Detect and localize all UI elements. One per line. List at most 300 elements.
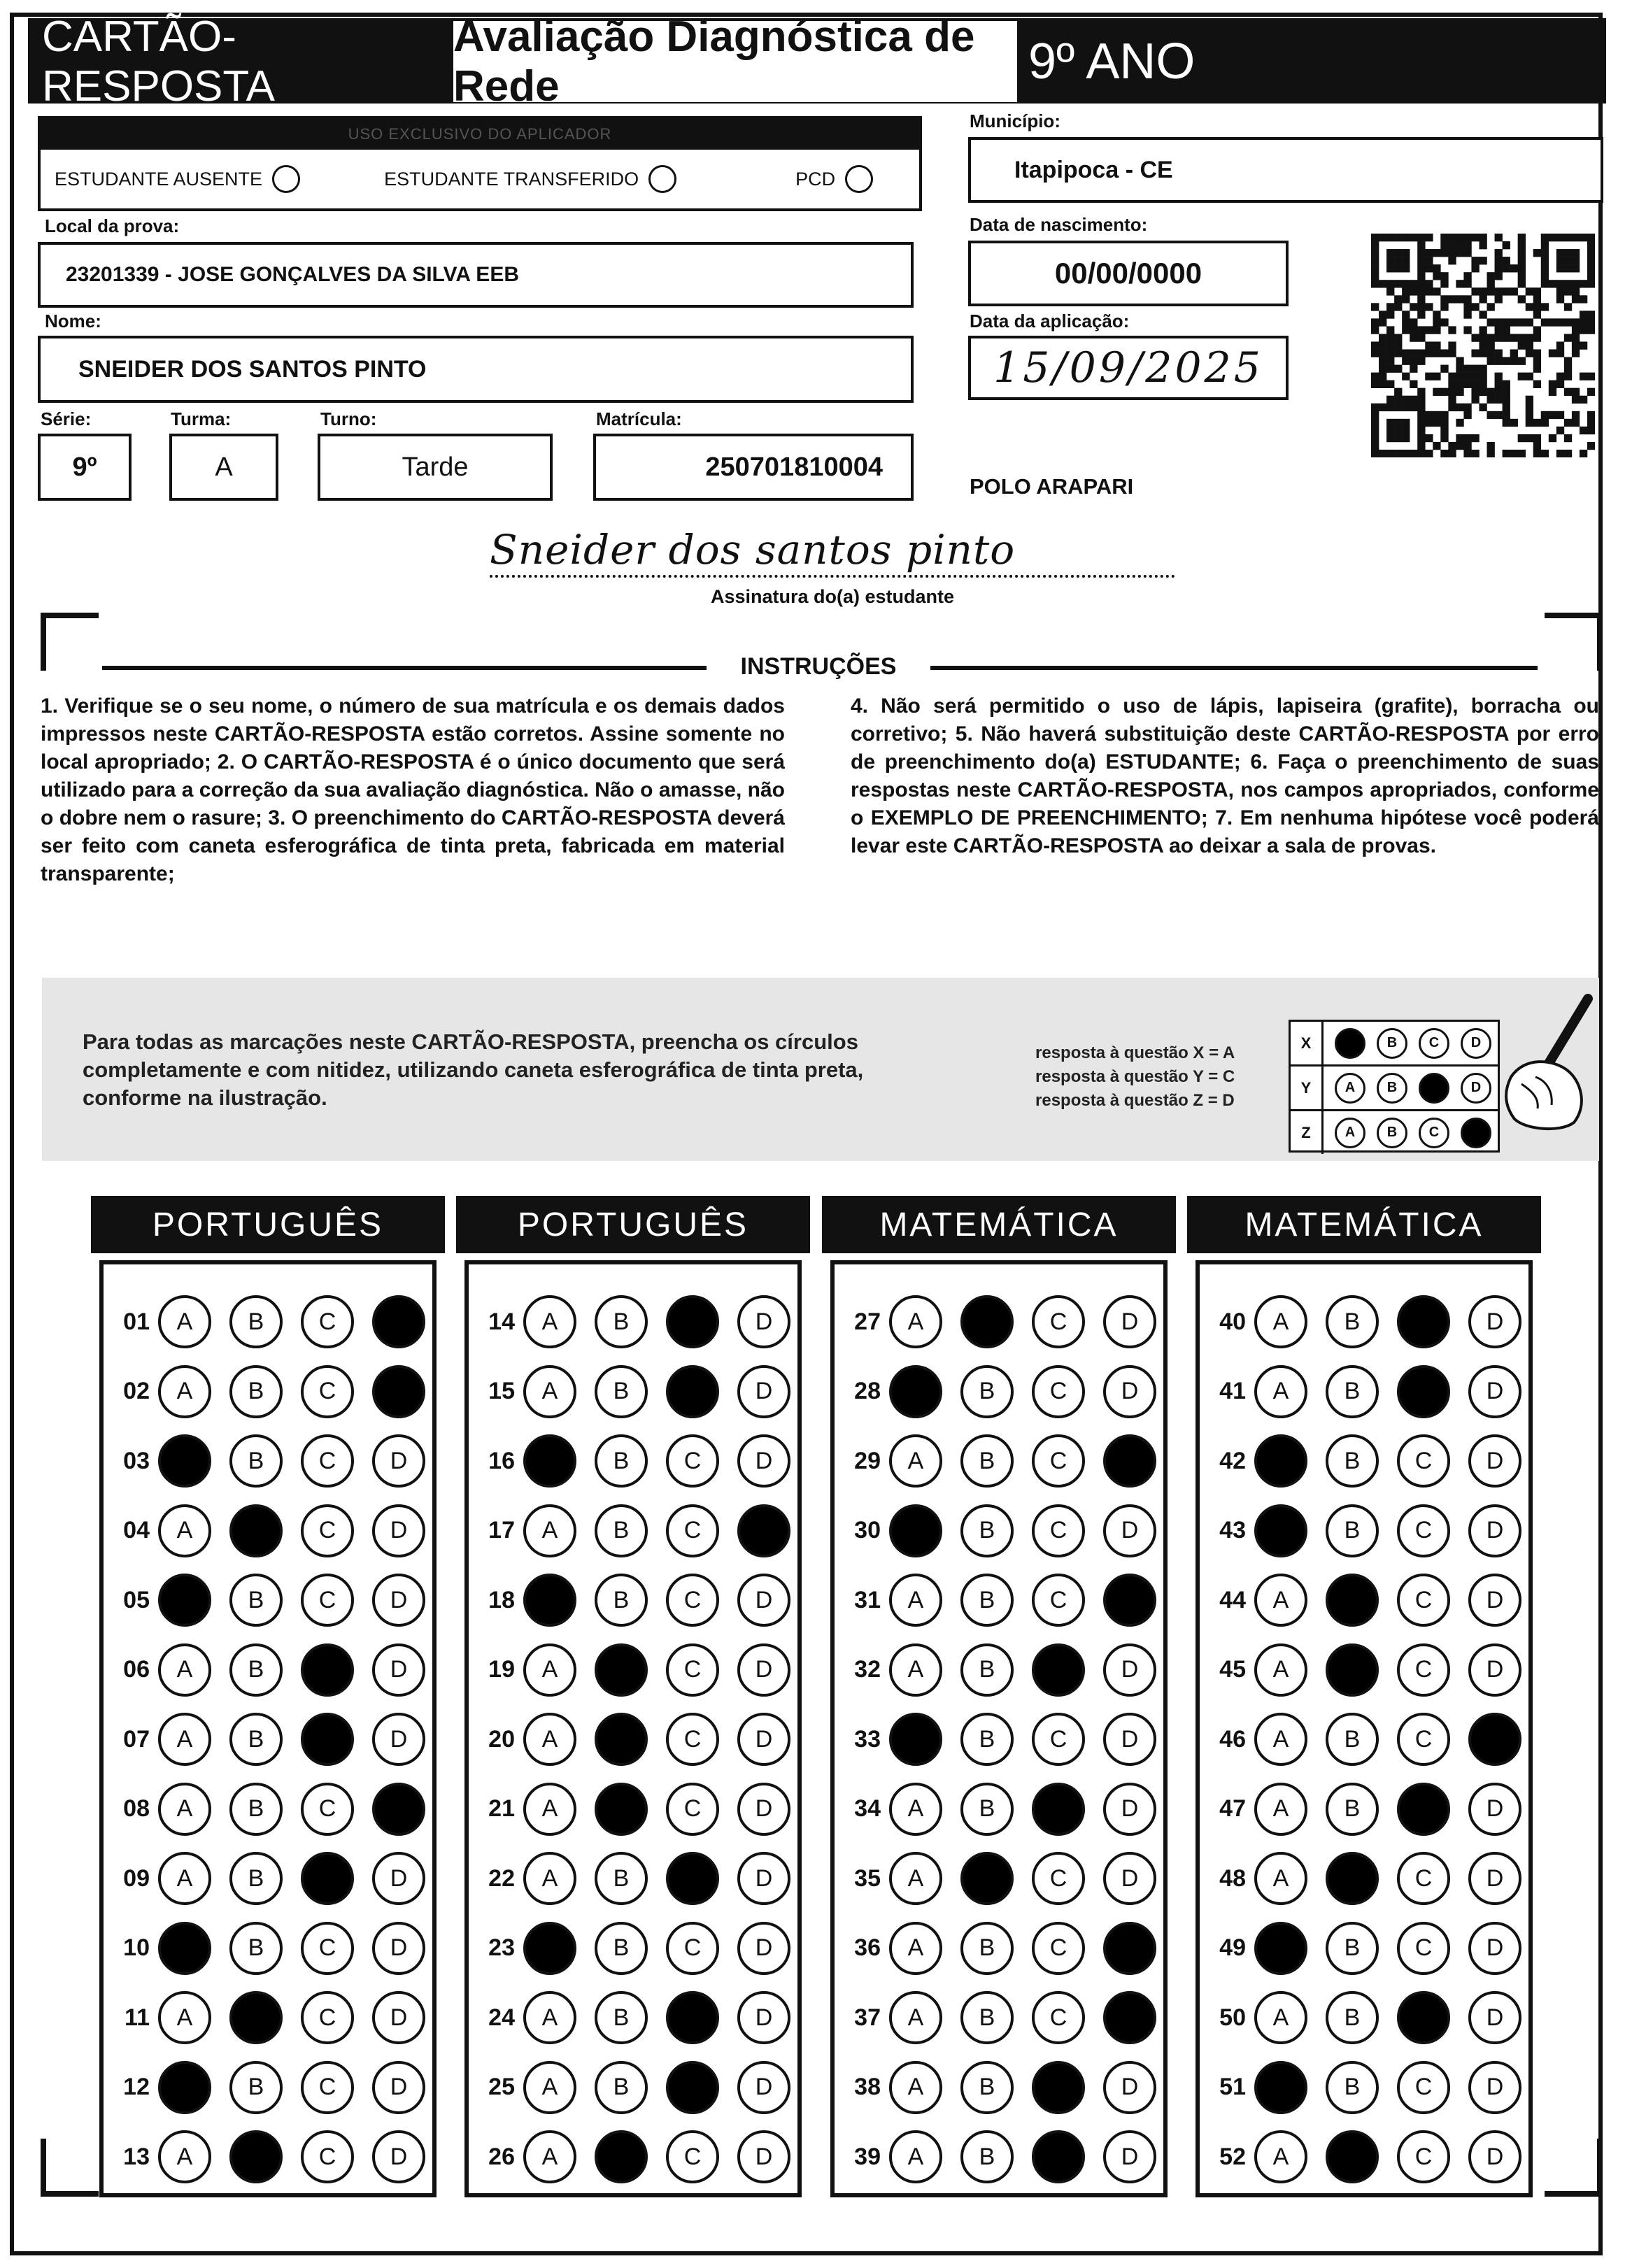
answer-bubble-b[interactable]: B	[595, 1434, 648, 1488]
answer-bubble-b[interactable]: B	[1326, 1922, 1379, 1975]
answer-bubble-d[interactable]: D	[1103, 1922, 1156, 1975]
answer-bubble-c[interactable]: C	[666, 1504, 719, 1557]
answer-bubble-a[interactable]: A	[523, 1365, 576, 1418]
answer-bubble-c[interactable]: C	[301, 2130, 354, 2183]
answer-bubble-c[interactable]: C	[666, 1852, 719, 1905]
answer-bubble-d[interactable]: D	[737, 2061, 790, 2114]
answer-bubble-a[interactable]: A	[889, 1574, 942, 1627]
question-row	[835, 1499, 1175, 1563]
answer-bubble-b[interactable]: B	[595, 1991, 648, 2044]
answer-bubble-a[interactable]: A	[523, 1295, 576, 1348]
answer-bubble-c[interactable]: C	[1397, 1295, 1450, 1348]
answer-bubble-c[interactable]: C	[1397, 2061, 1450, 2114]
answer-bubble-b[interactable]: B	[1326, 2061, 1379, 2114]
answer-bubble-d[interactable]: D	[737, 1434, 790, 1488]
turma-value: A	[215, 452, 233, 482]
answer-bubble-c[interactable]: C	[1397, 1713, 1450, 1766]
answer-bubble-b[interactable]: B	[960, 2061, 1014, 2114]
local-field	[38, 242, 914, 308]
answer-bubble-a[interactable]: A	[1254, 1434, 1307, 1488]
section-header: MATEMÁTICA	[1187, 1196, 1541, 1253]
answer-bubble-a[interactable]: A	[523, 1783, 576, 1836]
answer-bubble-c[interactable]: C	[666, 2061, 719, 2114]
answer-bubble-b[interactable]: B	[229, 1365, 283, 1418]
answer-bubble-c[interactable]: C	[1397, 1504, 1450, 1557]
answer-bubble-a[interactable]: A	[889, 1295, 942, 1348]
serie-field	[38, 434, 132, 501]
answer-bubble-a[interactable]: A	[1254, 2130, 1307, 2183]
section-answers	[830, 1260, 1168, 2197]
question-number: 09	[123, 1864, 150, 1892]
answer-bubble-a[interactable]: A	[158, 1922, 211, 1975]
answer-bubble-d[interactable]: D	[372, 1574, 425, 1627]
answer-bubble-a[interactable]: A	[889, 1713, 942, 1766]
answer-bubble-a[interactable]: A	[523, 2130, 576, 2183]
birthdate-label: Data de nascimento:	[970, 214, 1148, 235]
answer-bubble-b[interactable]: B	[960, 1991, 1014, 2044]
answer-bubble-b[interactable]: B	[960, 1295, 1014, 1348]
question-number: 26	[488, 2143, 515, 2170]
answer-bubble-c[interactable]: C	[1397, 1434, 1450, 1488]
answer-bubble-a[interactable]: A	[1254, 1713, 1307, 1766]
answer-bubble-a[interactable]: A	[1254, 1574, 1307, 1627]
answer-bubble-a[interactable]: A	[158, 1434, 211, 1488]
answer-bubble-b[interactable]: B	[960, 1504, 1014, 1557]
answer-bubble-a[interactable]: A	[523, 1991, 576, 2044]
answer-bubble-c[interactable]: C	[1032, 1922, 1085, 1975]
nome-label: Nome:	[45, 311, 101, 331]
answer-bubble-c[interactable]: C	[1032, 1365, 1085, 1418]
answer-bubble-d[interactable]: D	[1468, 1713, 1521, 1766]
answer-bubble-b[interactable]: B	[960, 1783, 1014, 1836]
answer-bubble-b[interactable]: B	[1326, 1365, 1379, 1418]
answer-bubble-c[interactable]: C	[666, 1783, 719, 1836]
answer-bubble-b[interactable]: B	[595, 2130, 648, 2183]
answer-bubble-d[interactable]: D	[372, 2061, 425, 2114]
section-header: PORTUGUÊS	[91, 1196, 445, 1253]
answer-bubble-c[interactable]: C	[301, 1504, 354, 1557]
answer-bubble-c[interactable]: C	[1032, 2130, 1085, 2183]
question-number: 44	[1219, 1586, 1246, 1613]
answer-bubble-b[interactable]: B	[1326, 1643, 1379, 1697]
answer-bubble-b[interactable]: B	[960, 1922, 1014, 1975]
answer-bubble-a[interactable]: A	[1254, 1991, 1307, 2044]
answer-bubble-d[interactable]: D	[372, 1852, 425, 1905]
answer-bubble-d[interactable]: D	[737, 1991, 790, 2044]
polo-label: POLO ARAPARI	[970, 474, 1134, 499]
answer-bubble-c[interactable]: C	[301, 1434, 354, 1488]
question-row	[469, 1290, 809, 1354]
question-row	[1200, 1290, 1540, 1354]
example-bubble-d: D	[1461, 1118, 1491, 1148]
question-row	[835, 1360, 1175, 1424]
question-number: 49	[1219, 1934, 1246, 1961]
answer-bubble-d[interactable]: D	[737, 2130, 790, 2183]
question-row	[469, 1985, 809, 2050]
answer-bubble-b[interactable]: B	[960, 1574, 1014, 1627]
answer-bubble-d[interactable]: D	[737, 1643, 790, 1697]
answer-bubble-a[interactable]: A	[158, 1713, 211, 1766]
answer-bubble-a[interactable]: A	[1254, 1504, 1307, 1557]
answer-bubble-c[interactable]: C	[1032, 1295, 1085, 1348]
answer-bubble-a[interactable]: A	[523, 1922, 576, 1975]
question-row	[1200, 1499, 1540, 1563]
answer-bubble-c[interactable]: C	[1032, 1574, 1085, 1627]
answer-bubble-b[interactable]: B	[595, 1574, 648, 1627]
answer-bubble-a[interactable]: A	[523, 1504, 576, 1557]
answer-bubble-b[interactable]: B	[1326, 2130, 1379, 2183]
corner-mark-bottom-right	[1545, 2139, 1603, 2197]
answer-bubble-a[interactable]: A	[889, 2061, 942, 2114]
question-number: 22	[488, 1864, 515, 1892]
answer-bubble-b[interactable]: B	[229, 1991, 283, 2044]
corner-mark-bottom-left	[41, 2139, 99, 2197]
answer-bubble-b[interactable]: B	[960, 1852, 1014, 1905]
answer-bubble-c[interactable]: C	[301, 1922, 354, 1975]
answer-bubble-d[interactable]: D	[737, 1365, 790, 1418]
answer-bubble-b[interactable]: B	[960, 1365, 1014, 1418]
answer-bubble-c[interactable]: C	[666, 1295, 719, 1348]
answer-bubble-d[interactable]: D	[1103, 1783, 1156, 1836]
answer-bubble-c[interactable]: C	[1397, 1991, 1450, 2044]
answer-bubble-d[interactable]: D	[372, 1991, 425, 2044]
answer-bubble-c[interactable]: C	[666, 2130, 719, 2183]
example-row-label: X	[1291, 1022, 1324, 1064]
answer-bubble-c[interactable]: C	[1397, 1574, 1450, 1627]
answer-bubble-a[interactable]: A	[158, 2061, 211, 2114]
card-title: CARTÃO-RESPOSTA	[42, 21, 434, 102]
answer-bubble-b[interactable]: B	[595, 1365, 648, 1418]
answer-bubble-a[interactable]: A	[523, 1434, 576, 1488]
question-row	[469, 1638, 809, 1702]
example-bubble-c: C	[1419, 1073, 1449, 1104]
answer-bubble-b[interactable]: B	[960, 2130, 1014, 2183]
answer-bubble-d[interactable]: D	[1468, 1365, 1521, 1418]
answer-bubble-b[interactable]: B	[595, 1783, 648, 1836]
absent-label: ESTUDANTE AUSENTE	[55, 168, 263, 190]
answer-bubble-a[interactable]: A	[889, 1643, 942, 1697]
answer-bubble-d[interactable]: D	[1468, 1574, 1521, 1627]
pcd-checkbox[interactable]	[845, 165, 873, 193]
question-row	[469, 1916, 809, 1981]
signature-value: Sneider dos santos pinto	[490, 526, 1016, 573]
question-number: 11	[125, 2004, 150, 2031]
answer-bubble-c[interactable]: C	[1032, 1783, 1085, 1836]
answer-bubble-b[interactable]: B	[229, 2130, 283, 2183]
answer-bubble-d[interactable]: D	[1468, 1991, 1521, 2044]
answer-bubble-a[interactable]: A	[158, 2130, 211, 2183]
answer-bubble-d[interactable]: D	[737, 1922, 790, 1975]
answer-bubble-c[interactable]: C	[301, 1852, 354, 1905]
answer-bubble-d[interactable]: D	[372, 2130, 425, 2183]
answer-bubble-a[interactable]: A	[523, 1643, 576, 1697]
answer-bubble-a[interactable]: A	[158, 1504, 211, 1557]
question-number: 03	[123, 1447, 150, 1474]
answer-bubble-c[interactable]: C	[1032, 1643, 1085, 1697]
question-number: 35	[854, 1864, 881, 1892]
example-bubble-a: A	[1335, 1073, 1365, 1104]
answer-bubble-b[interactable]: B	[229, 1852, 283, 1905]
answer-bubble-b[interactable]: B	[229, 1295, 283, 1348]
answer-bubble-c[interactable]: C	[301, 2061, 354, 2114]
answer-bubble-c[interactable]: C	[666, 1434, 719, 1488]
answer-bubble-d[interactable]: D	[1103, 1991, 1156, 2044]
answer-bubble-a[interactable]: A	[889, 1434, 942, 1488]
answer-bubble-c[interactable]: C	[666, 1922, 719, 1975]
answer-bubble-a[interactable]: A	[158, 1852, 211, 1905]
answer-bubble-a[interactable]: A	[158, 1574, 211, 1627]
grade-label: 9º ANO	[1028, 21, 1238, 102]
question-row	[1200, 1568, 1540, 1632]
answer-bubble-a[interactable]: A	[889, 1783, 942, 1836]
answer-bubble-a[interactable]: A	[889, 1365, 942, 1418]
question-number: 50	[1219, 2004, 1246, 2031]
answer-bubble-a[interactable]: A	[158, 1643, 211, 1697]
question-row	[835, 2125, 1175, 2189]
exam-title: Avaliação Diagnóstica de Rede	[453, 21, 1017, 102]
answer-bubble-c[interactable]: C	[666, 1713, 719, 1766]
question-row	[104, 1499, 444, 1563]
matricula-value: 250701810004	[705, 452, 883, 482]
example-bubble-b: B	[1377, 1073, 1407, 1104]
question-number: 38	[854, 2074, 881, 2100]
example-bubble-d: D	[1461, 1028, 1491, 1059]
answer-bubble-b[interactable]: B	[229, 1434, 283, 1488]
question-row	[104, 1568, 444, 1632]
answer-bubble-d[interactable]: D	[1468, 1295, 1521, 1348]
question-row	[104, 1777, 444, 1841]
answer-bubble-b[interactable]: B	[1326, 1504, 1379, 1557]
example-row	[1291, 1067, 1498, 1111]
turno-label: Turno:	[320, 408, 377, 429]
answer-bubble-d[interactable]: D	[737, 1574, 790, 1627]
answer-bubble-c[interactable]: C	[1397, 1365, 1450, 1418]
question-number: 40	[1219, 1308, 1246, 1335]
answer-bubble-a[interactable]: A	[1254, 2061, 1307, 2114]
answer-bubble-c[interactable]: C	[1032, 1434, 1085, 1488]
answer-bubble-b[interactable]: B	[960, 1643, 1014, 1697]
answer-bubble-d[interactable]: D	[737, 1852, 790, 1905]
answer-bubble-d[interactable]: D	[1103, 1434, 1156, 1488]
answer-bubble-d[interactable]: D	[737, 1713, 790, 1766]
question-row	[104, 1429, 444, 1493]
answer-bubble-b[interactable]: B	[1326, 1574, 1379, 1627]
section-header: PORTUGUÊS	[456, 1196, 810, 1253]
example-z-line: resposta à questão Z = D	[1035, 1091, 1235, 1110]
answer-bubble-c[interactable]: C	[301, 1295, 354, 1348]
answer-bubble-b[interactable]: B	[229, 1713, 283, 1766]
answer-bubble-c[interactable]: C	[1032, 1504, 1085, 1557]
answer-bubble-d[interactable]: D	[1103, 1643, 1156, 1697]
example-bubble-c: C	[1419, 1028, 1449, 1059]
answer-bubble-d[interactable]: D	[737, 1295, 790, 1348]
answer-bubble-d[interactable]: D	[1103, 1852, 1156, 1905]
answer-bubble-d[interactable]: D	[1103, 1295, 1156, 1348]
answer-bubble-b[interactable]: B	[595, 1504, 648, 1557]
question-row	[104, 1638, 444, 1702]
answer-bubble-a[interactable]: A	[158, 1991, 211, 2044]
answer-bubble-d[interactable]: D	[737, 1504, 790, 1557]
answer-bubble-a[interactable]: A	[889, 1991, 942, 2044]
answer-bubble-a[interactable]: A	[523, 1852, 576, 1905]
transferred-checkbox[interactable]	[648, 165, 676, 193]
answer-bubble-d[interactable]: D	[372, 1922, 425, 1975]
question-row	[1200, 1707, 1540, 1771]
answer-bubble-b[interactable]: B	[1326, 1434, 1379, 1488]
answer-bubble-b[interactable]: B	[229, 1574, 283, 1627]
answer-bubble-d[interactable]: D	[1103, 1574, 1156, 1627]
answer-bubble-c[interactable]: C	[1397, 1852, 1450, 1905]
answer-bubble-b[interactable]: B	[595, 1922, 648, 1975]
answer-bubble-c[interactable]: C	[301, 1991, 354, 2044]
answer-bubble-b[interactable]: B	[960, 1434, 1014, 1488]
answer-bubble-c[interactable]: C	[1397, 1643, 1450, 1697]
answer-bubble-a[interactable]: A	[1254, 1365, 1307, 1418]
answer-bubble-c[interactable]: C	[666, 1365, 719, 1418]
answer-bubble-c[interactable]: C	[666, 1991, 719, 2044]
answer-bubble-a[interactable]: A	[1254, 1295, 1307, 1348]
answer-bubble-c[interactable]: C	[1397, 2130, 1450, 2183]
answer-bubble-c[interactable]: C	[1032, 1991, 1085, 2044]
answer-bubble-a[interactable]: A	[523, 1713, 576, 1766]
answer-bubble-c[interactable]: C	[1032, 1852, 1085, 1905]
instructions-right: 4. Não será permitido o uso de lápis, lapiseira (grafite), borracha ou corretivo; 5. Não haverá substituição deste CARTÃO-RESPOSTA por erro de preenchimento do(a) ESTUDANTE; 6. Faça o preenchimento de suas respostas neste CARTÃO-RESPOSTA, nos campos apropriados, conforme o EXEMPLO DE PREENCHIMENTO; 7. Em nenhuma hipótese você poderá levar este CARTÃO-RESPOSTA ao deixar a sala de provas.	[851, 694, 1599, 857]
answer-bubble-d[interactable]: D	[372, 1365, 425, 1418]
example-y-line: resposta à questão Y = C	[1035, 1067, 1235, 1086]
applicator-box	[38, 116, 922, 211]
answer-bubble-d[interactable]: D	[1103, 1713, 1156, 1766]
answer-bubble-d[interactable]: D	[372, 1783, 425, 1836]
answer-bubble-b[interactable]: B	[595, 1295, 648, 1348]
answer-bubble-b[interactable]: B	[1326, 1295, 1379, 1348]
answer-bubble-a[interactable]: A	[1254, 1852, 1307, 1905]
answer-bubble-c[interactable]: C	[301, 1643, 354, 1697]
answer-bubble-d[interactable]: D	[1468, 1504, 1521, 1557]
answer-bubble-a[interactable]: A	[158, 1783, 211, 1836]
question-row	[835, 1568, 1175, 1632]
question-number: 01	[123, 1308, 150, 1335]
answer-bubble-b[interactable]: B	[595, 1713, 648, 1766]
answer-bubble-b[interactable]: B	[595, 2061, 648, 2114]
example-bubble-b: B	[1377, 1118, 1407, 1148]
answer-bubble-a[interactable]: A	[523, 2061, 576, 2114]
answer-bubble-d[interactable]: D	[372, 1434, 425, 1488]
answer-bubble-c[interactable]: C	[1397, 1922, 1450, 1975]
example-bubble-a: A	[1335, 1028, 1365, 1059]
answer-bubble-d[interactable]: D	[372, 1504, 425, 1557]
answer-bubble-d[interactable]: D	[1103, 2130, 1156, 2183]
answer-bubble-d[interactable]: D	[1468, 1852, 1521, 1905]
answer-bubble-a[interactable]: A	[1254, 1643, 1307, 1697]
applicator-title: USO EXCLUSIVO DO APLICADOR	[41, 119, 919, 150]
answer-bubble-d[interactable]: D	[737, 1783, 790, 1836]
answer-bubble-d[interactable]: D	[372, 1713, 425, 1766]
answer-bubble-b[interactable]: B	[229, 1504, 283, 1557]
answer-bubble-d[interactable]: D	[372, 1295, 425, 1348]
answer-bubble-d[interactable]: D	[1468, 1783, 1521, 1836]
example-grid	[1289, 1020, 1500, 1153]
qr-code	[1371, 234, 1595, 457]
example-row-label: Z	[1291, 1111, 1324, 1154]
answer-bubble-d[interactable]: D	[1468, 2061, 1521, 2114]
answer-bubble-b[interactable]: B	[960, 1713, 1014, 1766]
answer-bubble-a[interactable]: A	[889, 1922, 942, 1975]
answer-bubble-a[interactable]: A	[889, 2130, 942, 2183]
answer-bubble-b[interactable]: B	[1326, 1991, 1379, 2044]
question-row	[1200, 1429, 1540, 1493]
question-row	[835, 1777, 1175, 1841]
answer-bubble-b[interactable]: B	[1326, 1713, 1379, 1766]
answer-bubble-c[interactable]: C	[301, 1574, 354, 1627]
answer-bubble-b[interactable]: B	[1326, 1783, 1379, 1836]
answer-bubble-c[interactable]: C	[666, 1574, 719, 1627]
answer-bubble-d[interactable]: D	[1103, 2061, 1156, 2114]
turma-label: Turma:	[171, 408, 232, 429]
answer-bubble-d[interactable]: D	[1468, 2130, 1521, 2183]
answer-bubble-c[interactable]: C	[301, 1783, 354, 1836]
question-number: 32	[854, 1656, 881, 1683]
application-date-field	[968, 336, 1289, 400]
answer-bubble-c[interactable]: C	[301, 1713, 354, 1766]
instructions-left: 1. Verifique se o seu nome, o número de sua matrícula e os demais dados impressos neste CARTÃO-RESPOSTA estão corretos. Assine somente no local apropriado; 2. O CARTÃO-RESPOSTA é o único documento que será utilizado para a correção da sua avaliação diagnóstica. Não o amasse, não o dobre nem o rasure; 3. O preenchimento do CARTÃO-RESPOSTA deverá ser feito com caneta esferográfica de tinta preta, fabricada em material transparente;	[41, 694, 785, 885]
question-number: 27	[854, 1308, 881, 1335]
answer-bubble-b[interactable]: B	[1326, 1852, 1379, 1905]
answer-bubble-c[interactable]: C	[1032, 1713, 1085, 1766]
answer-bubble-c[interactable]: C	[1032, 2061, 1085, 2114]
answer-bubble-b[interactable]: B	[229, 1643, 283, 1697]
question-row	[104, 1290, 444, 1354]
answer-bubble-d[interactable]: D	[1103, 1365, 1156, 1418]
question-row	[469, 1777, 809, 1841]
municipio-value: Itapipoca - CE	[1014, 156, 1173, 183]
answer-bubble-d[interactable]: D	[372, 1643, 425, 1697]
question-number: 28	[854, 1378, 881, 1404]
question-row	[835, 1290, 1175, 1354]
absent-checkbox[interactable]	[272, 165, 300, 193]
answer-bubble-a[interactable]: A	[158, 1295, 211, 1348]
nome-value: SNEIDER DOS SANTOS PINTO	[78, 355, 427, 383]
birthdate-value: 00/00/0000	[1054, 257, 1202, 290]
answer-bubble-b[interactable]: B	[229, 2061, 283, 2114]
answer-bubble-c[interactable]: C	[301, 1365, 354, 1418]
answer-bubble-b[interactable]: B	[595, 1852, 648, 1905]
answer-bubble-b[interactable]: B	[595, 1643, 648, 1697]
answer-bubble-c[interactable]: C	[666, 1643, 719, 1697]
answer-bubble-d[interactable]: D	[1103, 1504, 1156, 1557]
answer-bubble-a[interactable]: A	[889, 1504, 942, 1557]
question-row	[1200, 2125, 1540, 2189]
question-number: 47	[1219, 1795, 1246, 1822]
example-bubble-b: B	[1377, 1028, 1407, 1059]
answer-bubble-d[interactable]: D	[1468, 1434, 1521, 1488]
answer-bubble-a[interactable]: A	[1254, 1922, 1307, 1975]
answer-bubble-d[interactable]: D	[1468, 1922, 1521, 1975]
answer-bubble-a[interactable]: A	[889, 1852, 942, 1905]
question-row	[1200, 1777, 1540, 1841]
question-row	[835, 1916, 1175, 1981]
answer-bubble-c[interactable]: C	[1397, 1783, 1450, 1836]
answer-bubble-a[interactable]: A	[523, 1574, 576, 1627]
answer-bubble-d[interactable]: D	[1468, 1643, 1521, 1697]
question-number: 10	[123, 1934, 150, 1961]
answer-bubble-a[interactable]: A	[158, 1365, 211, 1418]
answer-bubble-b[interactable]: B	[229, 1783, 283, 1836]
question-number: 04	[123, 1517, 150, 1543]
question-number: 39	[854, 2143, 881, 2170]
answer-bubble-b[interactable]: B	[229, 1922, 283, 1975]
answer-bubble-a[interactable]: A	[1254, 1783, 1307, 1836]
question-number: 46	[1219, 1725, 1246, 1753]
